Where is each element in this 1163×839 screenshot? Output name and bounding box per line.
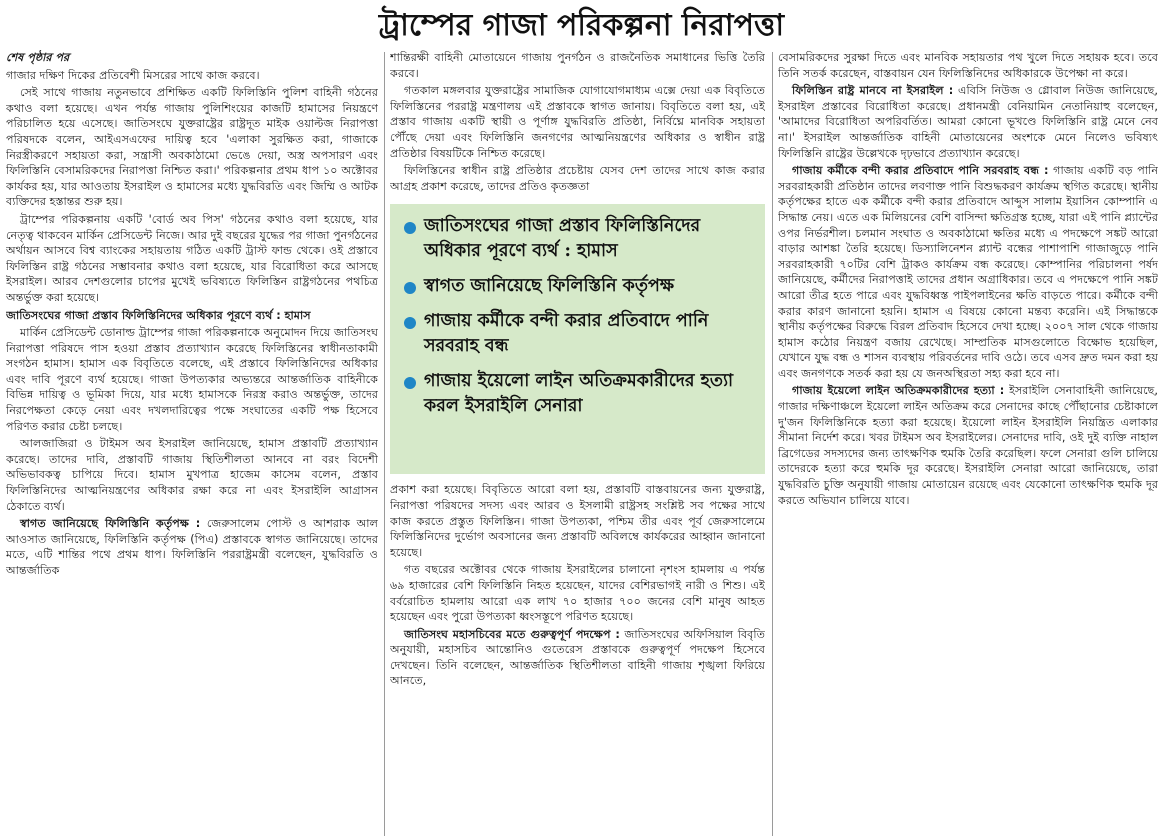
article-column-2 (390, 50, 765, 839)
paragraph: ট্রাম্পের পরিকল্পনায় একটি 'বোর্ড অব পিস' গঠনের কথাও বলা হয়েছে, যার নেতৃত্ব থাকবেন মার্কিন প্রেসিডেন্ট নিজে। আর দুই বছরের যুদ্ধের পর গাজা পুনর্গঠনের অর্থায়ন আসবে বিশ্ব ব্যাংকের সহায়তায় গঠিত একটি ট্রাস্ট ফান্ড থেকে। ওই প্রস্তাবে ফিলিস্তিন রাষ্ট্র গঠনের সম্ভাবনার কথাও বলা হয়েছে, যার বিরোধিতা করে আসছে ইসরাইল। আরব দেশগুলোর চাপের মুখেই ভবিষ্যতে ফিলিস্তিন রাষ্ট্রগঠনের পথচিত্র অন্তর্ভুক্ত করা হয়েছে। (6, 212, 378, 304)
paragraph-text: জাতিসংঘের অফিসিয়াল বিবৃতি অনুযায়ী, মহাসচিব আন্তোনিও গুতেরেস প্রস্তাবকে গুরুত্বপূর্ণ পদক্ষেপ হিসেবে দেখছেন। তিনি বলেছেন, আন্তর্জাতিক স্থিতিশীলতা বাহিনী গাজায় শৃঙ্খলা ফিরিয়ে আনতে, (390, 627, 765, 688)
paragraph: বেসামরিকদের সুরক্ষা দিতে এবং মানবিক সহায়তার পথ খুলে দিতে সহায়ক হবে। তবে তিনি সতর্ক করেছেন, বাস্তবায়ন যেন ফিলিস্তিনিদের অধিকারকে উপেক্ষা না করে। (778, 51, 1158, 80)
highlight-text: গাজায় ইয়েলো লাইন অতিক্রমকারীদের হত্যা করল ইসরাইলি সেনারা (424, 371, 734, 417)
paragraph: গাজার দক্ষিণ দিকের প্রতিবেশী মিসরের সাথে কাজ করবে। (6, 68, 260, 82)
page-headline: ট্রাম্পের গাজা পরিকল্পনা নিরাপত্তা (378, 8, 785, 43)
highlight-item (404, 369, 753, 419)
column-divider-left (384, 52, 385, 836)
paragraph: ফিলিস্তিনের স্বাধীন রাষ্ট্র প্রতিষ্ঠার প্রচেষ্টায় যেসব দেশ তাদের সাথে কাজ করার আগ্রহ প্রকাশ করেছে, তাদের প্রতিও কৃতজ্ঞতা (390, 164, 765, 193)
paragraph (390, 627, 765, 689)
inline-subhead-yellow-line: গাজায় ইয়েলো লাইন অতিক্রমকারীদের হত্যা : (792, 384, 1005, 398)
bullet-dot-icon (404, 282, 416, 294)
highlight-item (404, 274, 753, 299)
article-column-1 (6, 50, 378, 839)
paragraph (778, 83, 1158, 161)
highlight-item (404, 309, 753, 359)
paragraph-text: এবিসি নিউজ ও গ্লোবাল নিউজ জানিয়েছে, ইসরাইল প্রস্তাবের বিরোধিতা করেছে। প্রধানমন্ত্রী বেনিয়ামিন নেতানিয়াহু বলেছেন, 'আমাদের বিরোধিতা অপরিবর্তিত। আমরা কোনো ভূখণ্ডে ফিলিস্তিনি রাষ্ট্র মেনে নেব না।' ইসরাইল আন্তর্জাতিক বাহিনী মোতায়েনের অংশকে মেনে নিলেও ভবিষ্যৎ ফিলিস্তিনি রাষ্ট্রের উল্লেখকে দৃঢ়ভাবে প্রত্যাখ্যান করেছে। (778, 84, 1158, 160)
inline-subhead-un: জাতিসংঘ মহাসচিবের মতে গুরুত্বপূর্ণ পদক্ষেপ : (404, 627, 620, 641)
inline-subhead-water: গাজায় কর্মীকে বন্দী করার প্রতিবাদে পানি সরবরাহ বন্ধ : (792, 164, 1049, 178)
bullet-dot-icon (404, 317, 416, 329)
paragraph: আলজাজিরা ও টাইমস অব ইসরাইল জানিয়েছে, হামাস প্রস্তাবটি প্রত্যাখ্যান করেছে। তাদের দাবি, প্রস্তাবটি গাজায় স্থিতিশীলতা আনবে না বরং বিদেশী অভিভাবকত্ব চাপিয়ে দিবে। হামাস মুখপাত্র হাজেম কাসেম বলেন, প্রস্তাব ফিলিস্তিনিদের আত্মনিয়ন্ত্রণের অধিকার রক্ষা করে না এবং ইসরাইলি আগ্রাসন ঠেকাতে ব্যর্থ। (6, 437, 378, 513)
bullet-dot-icon (404, 222, 416, 234)
paragraph (778, 383, 1158, 508)
paragraph-text: গাজায় একটি বড় পানি সরবরাহকারী প্রতিষ্ঠান তাদের লবণাক্ত পানি বিশুদ্ধকরণ কার্যক্রম স্থগিত করেছে। স্থানীয় কর্তৃপক্ষের হাতে এক কর্মীকে বন্দী করার প্রতিবাদে আব্দুস সালাম ইয়াসিন কোম্পানি এ সিদ্ধান্ত নেয়। এতে এক মিলিয়নের বেশি বাসিন্দা ক্ষতিগ্রস্ত হচ্ছে, যারা এই পানি প্ল্যান্টের ওপর নির্ভরশীল। চলমান সংঘাত ও অবকাঠামো ক্ষতির মধ্যে এ পদক্ষেপে সঙ্কট আরো বাড়ার আশঙ্কা তৈরি হয়েছে। ডিস্যালিনেশন প্ল্যান্ট বন্ধের পাশাপাশি গাজাজুড়ে পানি সরবরাহকারী ৭০টির বেশি ট্রাকও কার্যক্রম বন্ধ করেছে। কোম্পানির পরিচালনা পর্ষদ জানিয়েছে, কর্মীদের নিরাপত্তাই তাদের প্রধান অগ্রাধিকার। তবে এ পদক্ষেপে পানি সঙ্কট আরো তীব্র হতে পারে এবং যুদ্ধবিধ্বস্ত পাইপলাইনের ক্ষতি বাড়তে পারে। কর্মীকে বন্দী করার কারণ জানানো হয়নি। হামাস এ বিষয়ে কোনো মন্তব্য করেনি। এই সিদ্ধান্তকে স্থানীয় কর্তৃপক্ষের বিরুদ্ধে বিরল প্রতিবাদ হিসেবে দেখা হচ্ছে। ২০০৭ সাল থেকে গাজায় হামাস কঠোর নিয়ন্ত্রণ বজায় রেখেছে। সাম্প্রতিক মাসগুলোতে বিক্ষোভ হয়েছিল, যেখানে যুদ্ধ বন্ধ ও শাসন ব্যবস্থায় পরিবর্তনের দাবি ওঠে। তবে এসব দ্রুত দমন করা হয় এবং জনগণকে সতর্ক করা হয় যে জনঅস্থিরতা সহ্য করা হবে না। (778, 164, 1158, 380)
paragraph-text: জেরুসালেম পোস্ট ও আশরাক আল আওসাত জানিয়েছে, ফিলিস্তিনি কর্তৃপক্ষ (পিএ) প্রস্তাবকে স্বাগত জানিয়েছে। তাদের মতে, এটি শান্তির পথে প্রথম ধাপ। ফিলিস্তিনি পররাষ্ট্রমন্ত্রী বলেছেন, যুদ্ধবিরতি ও আন্তর্জাতিক (6, 517, 378, 577)
section-subhead-hamas: জাতিসংঘের গাজা প্রস্তাব ফিলিস্তিনিদের অধিকার পূরণে ব্যর্থ : হামাস (6, 308, 311, 322)
article-column-3 (778, 50, 1158, 839)
paragraph: গত বছরের অক্টোবর থেকে গাজায় ইসরাইলের চালানো নৃশংস হামলায় এ পর্যন্ত ৬৯ হাজারের বেশি ফিলিস্তিনি নিহত হয়েছেন, যাদের বেশিরভাগই নারী ও শিশু। এই বর্বরোচিত হামলায় আরো এক লাখ ৭০ হাজার ৭০০ জনের বেশি মানুষ আহত হয়েছেন এবং পুরো উপত্যকা ধ্বংসস্তূপে পরিণত হয়েছে। (390, 563, 765, 624)
paragraph (6, 516, 378, 578)
highlight-text: জাতিসংঘের গাজা প্রস্তাব ফিলিস্তিনিদের অধিকার পূরণে ব্যর্থ : হামাস (424, 216, 701, 262)
inline-subhead-israel: ফিলিস্তিন রাষ্ট্র মানবে না ইসরাইল : (792, 84, 954, 98)
paragraph-text: ইসরাইলি সেনাবাহিনী জানিয়েছে, গাজার দক্ষিণাঞ্চলে ইয়েলো লাইন অতিক্রম করে সেনাদের কাছে পৌঁছানোর চেষ্টাকালে দু'জন ফিলিস্তিনিকে হত্যা করা হয়েছে। ইয়েলো লাইন ইসরাইলি নিয়ন্ত্রিত এলাকার সীমানা নির্দেশ করে। খবর টাইমস অব ইসরাইলের। সেনাদের দাবি, ওই দুই ব্যক্তি নাহাল ব্রিগেডের সদস্যদের জন্য তাৎক্ষণিক হুমকি তৈরি করেছিল। ফলে সেনারা গুলি চালিয়ে তাদেরকে হত্যা করে হুমকি দূর করেছে। ইসরাইলি সেনারা আরো জানিয়েছে, তারা যুদ্ধবিরতি চুক্তি অনুযায়ী গাজায় মোতায়েন রয়েছে এবং যেকোনো তাৎক্ষণিক হুমকি দূর করতে অভিযান চালিয়ে যাবে। (778, 384, 1158, 507)
highlights-box (390, 204, 765, 474)
highlight-text: গাজায় কর্মীকে বন্দী করার প্রতিবাদে পানি সরবরাহ বন্ধ (424, 311, 709, 357)
highlight-text: স্বাগত জানিয়েছে ফিলিস্তিনি কর্তৃপক্ষ (424, 276, 675, 297)
paragraph: মার্কিন প্রেসিডেন্ট ডোনাল্ড ট্রাম্পের গাজা পরিকল্পনাকে অনুমোদন দিয়ে জাতিসংঘ নিরাপত্তা পরিষদে পাস হওয়া প্রস্তাব প্রত্যাখ্যান করেছে ফিলিস্তিনের স্বাধীনতাকামী সংগঠন হামাস। হামাস এক বিবৃতিতে বলেছে, এই প্রস্তাবে ফিলিস্তিনিদের অধিকার এবং দাবি পূরণে ব্যর্থ হয়েছে। গাজা উপত্যকার অভ্যন্তরে আন্তর্জাতিক বাহিনীকে বিভিন্ন দায়িত্ব ও ভূমিকা দিয়ে, যার মধ্যে হামাসকে নিরস্ত্র করাও অন্তর্ভুক্ত, তাদের নিরপেক্ষতা কেড়ে নেয়া এবং দখলদারিত্বের পক্ষে সংঘাতের একটি পক্ষ হিসেবে পরিণত করার চেষ্টা চলছে। (6, 326, 378, 433)
paragraph: শান্তিরক্ষী বাহিনী মোতায়েনে গাজায় পুনর্গঠন ও রাজনৈতিক সমাধানের ভিত্তি তৈরি করবে। (390, 51, 765, 80)
paragraph: প্রকাশ করা হয়েছে। বিবৃতিতে আরো বলা হয়, প্রস্তাবটি বাস্তবায়নের জন্য যুক্তরাষ্ট্র, নিরাপত্তা পরিষদের সদস্য এবং আরব ও ইসলামী রাষ্ট্রসহ সংশ্লিষ্ট সব পক্ষের সাথে কাজ করতে প্রস্তুত ফিলিস্তিন। গাজা উপত্যকা, পশ্চিম তীর এবং পূর্ব জেরুসালেমে ফিলিস্তিনিদের দুর্ভোগ অবসানের জন্য প্রস্তাবটি অবিলম্বে কার্যকরের আহ্বান জানানো হয়েছে। (390, 483, 765, 559)
bullet-dot-icon (404, 377, 416, 389)
column-divider-right (772, 52, 773, 836)
paragraph: সেই সাথে গাজায় নতুনভাবে প্রশিক্ষিত একটি ফিলিস্তিনি পুলিশ বাহিনী গঠনের কথাও বলা হয়েছে। এখন পর্যন্ত গাজায় পুলিশিংয়ের কাজটি হামাসের নিয়ন্ত্রণে পরিচালিত হয়ে এসেছে। জাতিসংঘে যুক্তরাষ্ট্রের রাষ্ট্রদূত মাইক ওয়াল্টজ নিরাপত্তা পরিষদকে বলেন, আইএসএফের দায়িত্ব হবে 'এলাকা সুরক্ষিত করা, গাজাকে নিরস্ত্রীকরণে সহায়তা করা, সন্ত্রাসী অবকাঠামো ভেঙে দেয়া, অস্ত্র অপসারণ এবং ফিলিস্তিনি বেসামরিকদের নিরাপত্তা নিশ্চিত করা।' পরিকল্পনার প্রথম ধাপ ১০ অক্টোবর কার্যকর হয়, যার আওতায় ইসরাইল ও হামাসের মধ্যে যুদ্ধবিরতি এবং জিম্মি ও আটক ব্যক্তিদের হস্তান্তর শুরু হয়। (6, 86, 378, 209)
continued-kicker: শেষ পৃষ্ঠার পর (6, 51, 70, 64)
paragraph: গতকাল মঙ্গলবার যুক্তরাষ্ট্রের সামাজিক যোগাযোগমাধ্যম এক্সে দেয়া এক বিবৃতিতে ফিলিস্তিনের পররাষ্ট্র মন্ত্রণালয় এই প্রস্তাবকে স্বাগত জানায়। বিবৃতিতে বলা হয়, এই প্রস্তাব গাজায় একটি স্থায়ী ও পূর্ণাঙ্গ যুদ্ধবিরতি প্রতিষ্ঠা, নির্বিঘ্নে মানবিক সহায়তা পৌঁছে দেয়া এবং ফিলিস্তিনি জনগণের আত্মনিয়ন্ত্রণের অধিকার ও স্বাধীন রাষ্ট্র প্রতিষ্ঠার বিষয়টিকে নিশ্চিত করেছে। (390, 84, 765, 160)
paragraph (778, 163, 1158, 381)
highlight-item (404, 214, 753, 264)
inline-subhead-pa: স্বাগত জানিয়েছে ফিলিস্তিনি কর্তৃপক্ষ : (20, 517, 201, 531)
